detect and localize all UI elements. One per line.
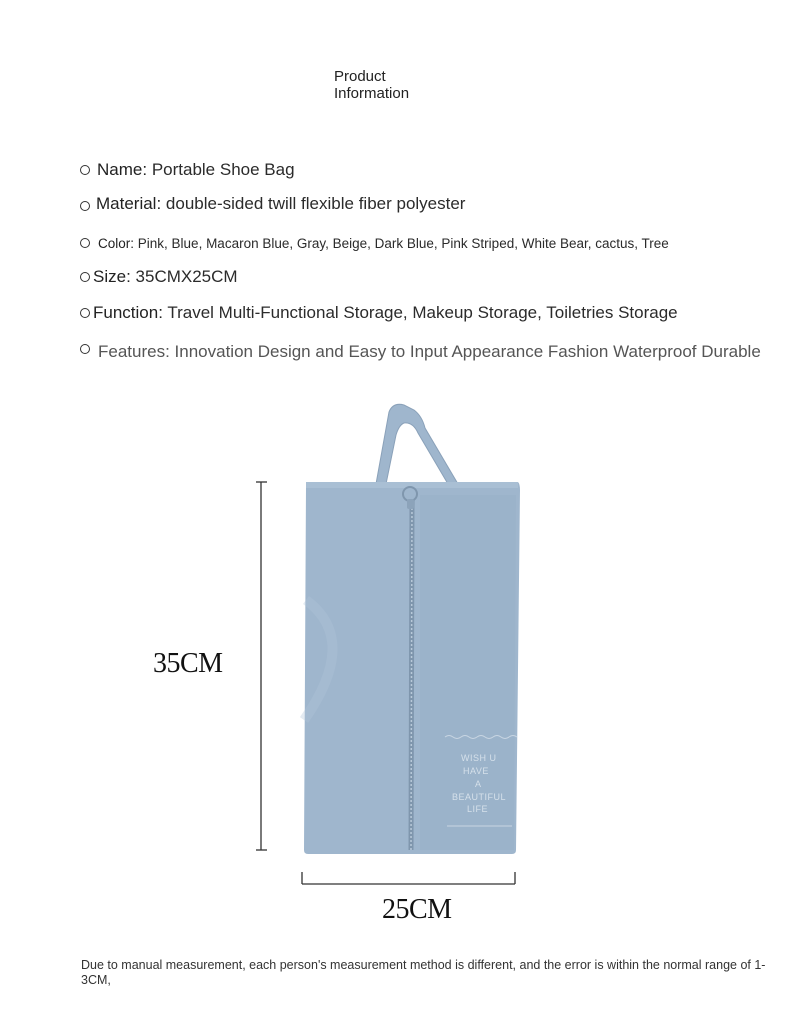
spec-label: Features: <box>98 342 170 361</box>
circle-bullet-icon <box>80 272 90 282</box>
spec-value: 35CMX25CM <box>135 267 238 286</box>
spec-text <box>97 160 295 180</box>
circle-bullet-icon <box>80 238 90 248</box>
spec-text <box>98 342 778 361</box>
spec-value: Innovation Design and Easy to Input Appearance Fashion Waterproof Durable <box>174 342 761 361</box>
spec-item-function <box>78 303 678 323</box>
measurement-disclaimer: Due to manual measurement, each person's measurement method is different, and the error is within the normal range of 1-3CM, <box>81 958 766 987</box>
spec-text <box>93 267 238 287</box>
section-title-line-2: Information <box>334 85 410 102</box>
section-title-line-1: Product <box>334 68 386 85</box>
bag-print-line: A <box>475 779 482 789</box>
bag-print-line: HAVE <box>463 766 489 776</box>
circle-bullet-icon <box>80 308 90 318</box>
spec-item-size <box>78 267 238 287</box>
spec-value: Pink, Blue, Macaron Blue, Gray, Beige, Dark Blue, Pink Striped, White Bear, cactus, Tree <box>137 236 669 251</box>
height-dimension-line <box>256 482 267 850</box>
spec-text <box>93 303 678 323</box>
spec-label: Name: <box>97 160 148 179</box>
spec-value: Portable Shoe Bag <box>151 160 295 179</box>
section-title <box>334 68 454 102</box>
width-dimension-label: 25CM <box>382 894 452 925</box>
bag-print-line: LIFE <box>467 804 489 814</box>
spec-label: Color: <box>98 236 135 251</box>
bag-print-line: BEAUTIFUL <box>452 792 507 802</box>
circle-bullet-icon <box>80 165 90 175</box>
spec-item-name <box>78 160 295 180</box>
product-image <box>240 395 560 935</box>
circle-bullet-icon <box>80 344 90 354</box>
spec-label: Function: <box>93 303 163 322</box>
spec-item-color <box>78 236 669 251</box>
spec-item-features <box>78 342 778 361</box>
circle-bullet-icon <box>80 201 90 211</box>
bag-handle <box>376 404 458 484</box>
spec-label: Size: <box>93 267 131 286</box>
spec-text <box>98 236 669 251</box>
spec-label: Material: <box>96 194 162 213</box>
spec-value: double-sided twill flexible fiber polyester <box>165 194 466 213</box>
spec-value: Travel Multi-Functional Storage, Makeup Storage, Toiletries Storage <box>167 303 678 322</box>
bag-print-line: WISH U <box>461 753 497 763</box>
spec-text <box>96 194 465 214</box>
height-dimension-label: 35CM <box>153 648 223 679</box>
spec-item-material <box>78 194 465 214</box>
width-dimension-line <box>302 872 515 884</box>
